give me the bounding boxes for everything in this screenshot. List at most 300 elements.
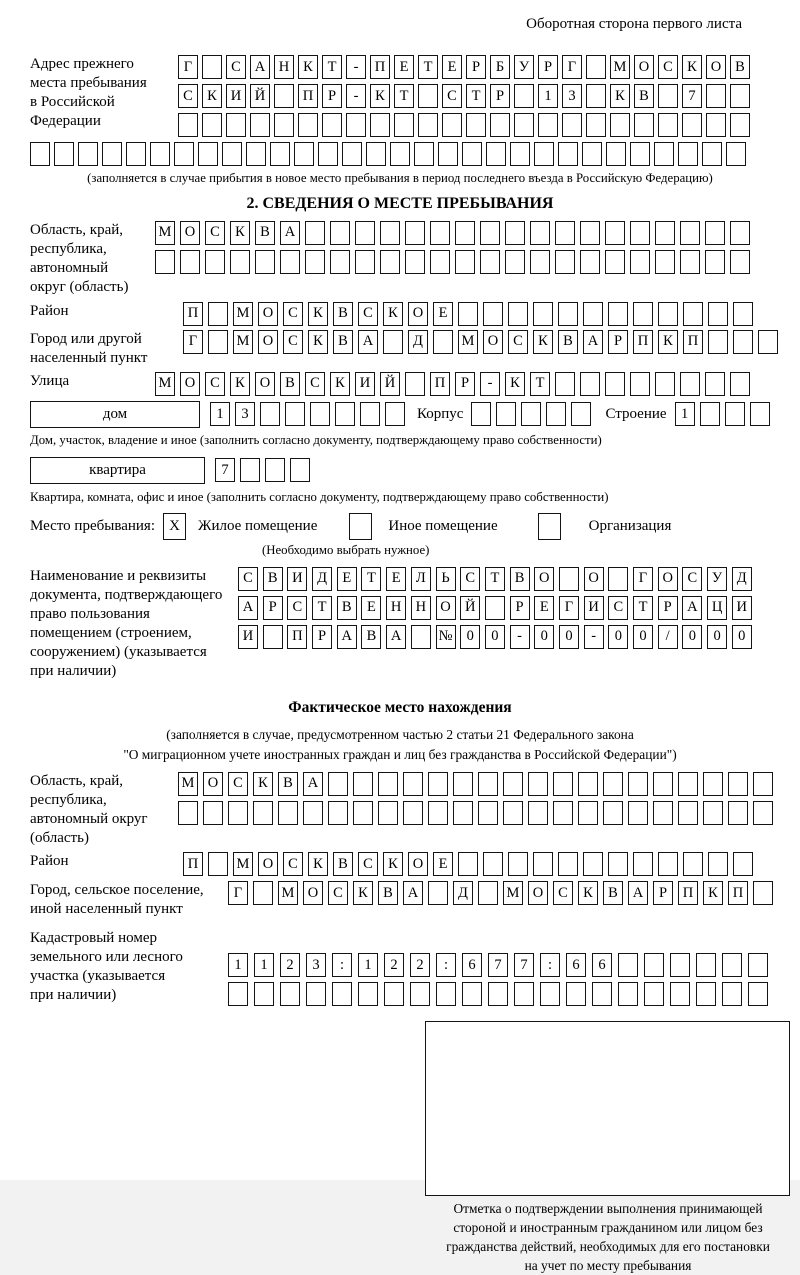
char-box[interactable]: [385, 402, 405, 426]
char-box[interactable]: П: [287, 625, 307, 649]
char-box[interactable]: О: [255, 372, 275, 396]
char-box[interactable]: [478, 772, 498, 796]
char-box[interactable]: [633, 852, 653, 876]
char-box[interactable]: С: [442, 84, 462, 108]
char-box[interactable]: [503, 772, 523, 796]
char-box[interactable]: Е: [337, 567, 357, 591]
char-box[interactable]: [453, 772, 473, 796]
char-box[interactable]: [558, 852, 578, 876]
char-box[interactable]: [332, 982, 352, 1006]
char-box[interactable]: [430, 250, 450, 274]
char-box[interactable]: [750, 402, 770, 426]
char-box[interactable]: [654, 142, 674, 166]
char-box[interactable]: О: [408, 852, 428, 876]
char-box[interactable]: [571, 402, 591, 426]
char-box[interactable]: [384, 982, 404, 1006]
char-box[interactable]: [490, 113, 510, 137]
char-box[interactable]: [294, 142, 314, 166]
char-box[interactable]: С: [460, 567, 480, 591]
char-box[interactable]: /: [658, 625, 678, 649]
char-box[interactable]: 0: [682, 625, 702, 649]
char-box[interactable]: [330, 221, 350, 245]
char-box[interactable]: Б: [490, 55, 510, 79]
char-box[interactable]: 1: [358, 953, 378, 977]
char-box[interactable]: [263, 625, 283, 649]
char-box[interactable]: Г: [178, 55, 198, 79]
char-box[interactable]: [558, 302, 578, 326]
char-box[interactable]: Н: [386, 596, 406, 620]
char-box[interactable]: О: [528, 881, 548, 905]
char-box[interactable]: Й: [250, 84, 270, 108]
char-box[interactable]: 3: [235, 402, 255, 426]
char-box[interactable]: Т: [530, 372, 550, 396]
char-box[interactable]: [253, 801, 273, 825]
char-box[interactable]: Е: [442, 55, 462, 79]
char-box[interactable]: [303, 801, 323, 825]
char-box[interactable]: О: [483, 330, 503, 354]
char-box[interactable]: [730, 221, 750, 245]
char-box[interactable]: [608, 302, 628, 326]
char-box[interactable]: [378, 801, 398, 825]
char-box[interactable]: [428, 801, 448, 825]
char-box[interactable]: [222, 142, 242, 166]
char-box[interactable]: 7: [514, 953, 534, 977]
char-box[interactable]: [466, 113, 486, 137]
char-box[interactable]: [240, 458, 260, 482]
char-box[interactable]: К: [505, 372, 525, 396]
char-box[interactable]: [403, 772, 423, 796]
char-box[interactable]: :: [332, 953, 352, 977]
char-box[interactable]: С: [228, 772, 248, 796]
char-box[interactable]: :: [436, 953, 456, 977]
char-box[interactable]: К: [353, 881, 373, 905]
char-box[interactable]: [328, 801, 348, 825]
char-box[interactable]: [310, 402, 330, 426]
char-box[interactable]: [603, 772, 623, 796]
char-box[interactable]: У: [514, 55, 534, 79]
char-box[interactable]: И: [732, 596, 752, 620]
char-box[interactable]: 0: [534, 625, 554, 649]
char-box[interactable]: [380, 221, 400, 245]
char-box[interactable]: [618, 953, 638, 977]
char-box[interactable]: 3: [306, 953, 326, 977]
char-box[interactable]: К: [682, 55, 702, 79]
char-box[interactable]: [430, 221, 450, 245]
char-box[interactable]: -: [480, 372, 500, 396]
char-box[interactable]: К: [383, 302, 403, 326]
char-box[interactable]: [583, 302, 603, 326]
char-box[interactable]: И: [584, 596, 604, 620]
char-box[interactable]: [555, 250, 575, 274]
char-box[interactable]: О: [203, 772, 223, 796]
char-box[interactable]: Г: [562, 55, 582, 79]
char-box[interactable]: К: [610, 84, 630, 108]
char-box[interactable]: С: [205, 221, 225, 245]
char-box[interactable]: [553, 772, 573, 796]
char-box[interactable]: Н: [274, 55, 294, 79]
char-box[interactable]: [630, 221, 650, 245]
char-box[interactable]: [728, 801, 748, 825]
char-box[interactable]: П: [728, 881, 748, 905]
char-box[interactable]: [578, 801, 598, 825]
char-box[interactable]: 6: [462, 953, 482, 977]
char-box[interactable]: Р: [490, 84, 510, 108]
char-box[interactable]: [346, 113, 366, 137]
char-box[interactable]: А: [358, 330, 378, 354]
char-box[interactable]: Р: [466, 55, 486, 79]
char-box[interactable]: П: [298, 84, 318, 108]
char-box[interactable]: Р: [653, 881, 673, 905]
char-box[interactable]: [725, 402, 745, 426]
char-box[interactable]: [553, 801, 573, 825]
char-box[interactable]: А: [250, 55, 270, 79]
char-box[interactable]: С: [328, 881, 348, 905]
char-box[interactable]: А: [386, 625, 406, 649]
char-box[interactable]: К: [253, 772, 273, 796]
char-box[interactable]: [728, 772, 748, 796]
char-box[interactable]: [155, 250, 175, 274]
char-box[interactable]: [390, 142, 410, 166]
char-box[interactable]: В: [278, 772, 298, 796]
char-box[interactable]: А: [303, 772, 323, 796]
char-box[interactable]: [678, 801, 698, 825]
char-box[interactable]: К: [298, 55, 318, 79]
char-box[interactable]: Т: [394, 84, 414, 108]
char-box[interactable]: [274, 84, 294, 108]
char-box[interactable]: [478, 801, 498, 825]
char-box[interactable]: [680, 250, 700, 274]
char-box[interactable]: №: [436, 625, 456, 649]
char-box[interactable]: [514, 982, 534, 1006]
char-box[interactable]: С: [283, 302, 303, 326]
char-box[interactable]: К: [578, 881, 598, 905]
char-box[interactable]: 2: [410, 953, 430, 977]
char-box[interactable]: К: [658, 330, 678, 354]
char-box[interactable]: [510, 142, 530, 166]
char-box[interactable]: М: [458, 330, 478, 354]
char-box[interactable]: [658, 113, 678, 137]
char-box[interactable]: [78, 142, 98, 166]
char-box[interactable]: Р: [538, 55, 558, 79]
char-box[interactable]: Г: [228, 881, 248, 905]
char-box[interactable]: [555, 372, 575, 396]
char-box[interactable]: К: [383, 852, 403, 876]
char-box[interactable]: [202, 113, 222, 137]
char-box[interactable]: Р: [312, 625, 332, 649]
char-box[interactable]: [458, 302, 478, 326]
char-box[interactable]: [102, 142, 122, 166]
char-box[interactable]: [514, 84, 534, 108]
char-box[interactable]: [126, 142, 146, 166]
char-box[interactable]: Е: [433, 302, 453, 326]
char-box[interactable]: [54, 142, 74, 166]
char-box[interactable]: [708, 852, 728, 876]
char-box[interactable]: 2: [280, 953, 300, 977]
char-box[interactable]: П: [183, 852, 203, 876]
char-box[interactable]: Г: [183, 330, 203, 354]
char-box[interactable]: [366, 142, 386, 166]
char-box[interactable]: [508, 852, 528, 876]
char-box[interactable]: П: [430, 372, 450, 396]
char-box[interactable]: В: [510, 567, 530, 591]
char-box[interactable]: О: [258, 330, 278, 354]
char-box[interactable]: [540, 982, 560, 1006]
char-box[interactable]: [30, 142, 50, 166]
char-box[interactable]: [644, 982, 664, 1006]
char-box[interactable]: [360, 402, 380, 426]
char-box[interactable]: [680, 221, 700, 245]
char-box[interactable]: [682, 113, 702, 137]
char-box[interactable]: [394, 113, 414, 137]
char-box[interactable]: -: [346, 84, 366, 108]
char-box[interactable]: К: [202, 84, 222, 108]
char-box[interactable]: -: [346, 55, 366, 79]
char-box[interactable]: О: [180, 221, 200, 245]
char-box[interactable]: А: [403, 881, 423, 905]
char-box[interactable]: [730, 113, 750, 137]
char-box[interactable]: М: [503, 881, 523, 905]
char-box[interactable]: [559, 567, 579, 591]
char-box[interactable]: М: [233, 852, 253, 876]
char-box[interactable]: [603, 801, 623, 825]
char-box[interactable]: [730, 84, 750, 108]
char-box[interactable]: [174, 142, 194, 166]
char-box[interactable]: [471, 402, 491, 426]
char-box[interactable]: [521, 402, 541, 426]
char-box[interactable]: [586, 55, 606, 79]
char-box[interactable]: [605, 250, 625, 274]
char-box[interactable]: Й: [460, 596, 480, 620]
char-box[interactable]: А: [628, 881, 648, 905]
char-box[interactable]: [453, 801, 473, 825]
char-box[interactable]: В: [730, 55, 750, 79]
char-box[interactable]: [178, 113, 198, 137]
char-box[interactable]: [655, 372, 675, 396]
char-box[interactable]: Ц: [707, 596, 727, 620]
char-box[interactable]: О: [584, 567, 604, 591]
char-box[interactable]: В: [603, 881, 623, 905]
char-box[interactable]: Е: [394, 55, 414, 79]
char-box[interactable]: [228, 982, 248, 1006]
char-box[interactable]: 0: [633, 625, 653, 649]
char-box[interactable]: О: [534, 567, 554, 591]
char-box[interactable]: [355, 221, 375, 245]
char-box[interactable]: П: [183, 302, 203, 326]
char-box[interactable]: [178, 801, 198, 825]
char-box[interactable]: [678, 772, 698, 796]
char-box[interactable]: [538, 113, 558, 137]
char-box[interactable]: [753, 801, 773, 825]
char-box[interactable]: [433, 330, 453, 354]
char-box[interactable]: К: [308, 302, 328, 326]
char-box[interactable]: [680, 372, 700, 396]
char-box[interactable]: [255, 250, 275, 274]
char-box[interactable]: В: [263, 567, 283, 591]
char-box[interactable]: В: [333, 302, 353, 326]
char-box[interactable]: В: [337, 596, 357, 620]
char-box[interactable]: Р: [455, 372, 475, 396]
char-box[interactable]: [228, 801, 248, 825]
char-box[interactable]: [633, 302, 653, 326]
char-box[interactable]: С: [682, 567, 702, 591]
char-box[interactable]: Н: [411, 596, 431, 620]
char-box[interactable]: [505, 250, 525, 274]
char-box[interactable]: [483, 852, 503, 876]
char-box[interactable]: -: [510, 625, 530, 649]
char-box[interactable]: [748, 982, 768, 1006]
char-box[interactable]: [405, 221, 425, 245]
char-box[interactable]: [733, 330, 753, 354]
char-box[interactable]: [306, 982, 326, 1006]
char-box[interactable]: [150, 142, 170, 166]
char-box[interactable]: К: [703, 881, 723, 905]
char-box[interactable]: [670, 953, 690, 977]
char-box[interactable]: [503, 801, 523, 825]
char-box[interactable]: [558, 142, 578, 166]
char-box[interactable]: Д: [408, 330, 428, 354]
char-box[interactable]: [583, 852, 603, 876]
char-box[interactable]: С: [358, 852, 378, 876]
char-box[interactable]: [562, 113, 582, 137]
char-box[interactable]: [653, 772, 673, 796]
char-box[interactable]: [706, 84, 726, 108]
char-box[interactable]: М: [233, 302, 253, 326]
char-box[interactable]: [514, 113, 534, 137]
char-box[interactable]: [696, 953, 716, 977]
char-box[interactable]: Т: [466, 84, 486, 108]
char-box[interactable]: К: [230, 221, 250, 245]
char-box[interactable]: П: [678, 881, 698, 905]
char-box[interactable]: Т: [312, 596, 332, 620]
char-box[interactable]: А: [682, 596, 702, 620]
char-box[interactable]: [608, 852, 628, 876]
char-box[interactable]: 3: [562, 84, 582, 108]
char-box[interactable]: О: [436, 596, 456, 620]
char-box[interactable]: [496, 402, 516, 426]
char-box[interactable]: П: [370, 55, 390, 79]
char-box[interactable]: 1: [228, 953, 248, 977]
char-box[interactable]: К: [533, 330, 553, 354]
char-box[interactable]: [330, 250, 350, 274]
char-box[interactable]: [628, 801, 648, 825]
char-box[interactable]: [528, 801, 548, 825]
inoe-checkbox[interactable]: [349, 513, 372, 540]
char-box[interactable]: [630, 250, 650, 274]
char-box[interactable]: 6: [592, 953, 612, 977]
char-box[interactable]: О: [180, 372, 200, 396]
char-box[interactable]: [455, 221, 475, 245]
char-box[interactable]: Т: [633, 596, 653, 620]
char-box[interactable]: М: [233, 330, 253, 354]
char-box[interactable]: [198, 142, 218, 166]
char-box[interactable]: [274, 113, 294, 137]
char-box[interactable]: [705, 221, 725, 245]
char-box[interactable]: В: [361, 625, 381, 649]
char-box[interactable]: [203, 801, 223, 825]
char-box[interactable]: М: [155, 221, 175, 245]
char-box[interactable]: [703, 772, 723, 796]
char-box[interactable]: Г: [559, 596, 579, 620]
char-box[interactable]: Р: [608, 330, 628, 354]
char-box[interactable]: [758, 330, 778, 354]
char-box[interactable]: 0: [460, 625, 480, 649]
char-box[interactable]: [318, 142, 338, 166]
char-box[interactable]: [265, 458, 285, 482]
char-box[interactable]: [418, 113, 438, 137]
char-box[interactable]: [726, 142, 746, 166]
char-box[interactable]: [708, 302, 728, 326]
char-box[interactable]: [380, 250, 400, 274]
char-box[interactable]: В: [634, 84, 654, 108]
char-box[interactable]: 1: [538, 84, 558, 108]
char-box[interactable]: [202, 55, 222, 79]
char-box[interactable]: [703, 801, 723, 825]
char-box[interactable]: [730, 250, 750, 274]
char-box[interactable]: [335, 402, 355, 426]
char-box[interactable]: [586, 84, 606, 108]
char-box[interactable]: [180, 250, 200, 274]
char-box[interactable]: [250, 113, 270, 137]
char-box[interactable]: В: [558, 330, 578, 354]
char-box[interactable]: Ь: [436, 567, 456, 591]
char-box[interactable]: [208, 302, 228, 326]
char-box[interactable]: [458, 852, 478, 876]
char-box[interactable]: [580, 250, 600, 274]
char-box[interactable]: [546, 402, 566, 426]
char-box[interactable]: [428, 881, 448, 905]
char-box[interactable]: [410, 982, 430, 1006]
char-box[interactable]: [733, 852, 753, 876]
char-box[interactable]: В: [255, 221, 275, 245]
char-box[interactable]: М: [610, 55, 630, 79]
char-box[interactable]: [658, 302, 678, 326]
char-box[interactable]: Г: [633, 567, 653, 591]
char-box[interactable]: [442, 113, 462, 137]
char-box[interactable]: [533, 302, 553, 326]
char-box[interactable]: [270, 142, 290, 166]
char-box[interactable]: [580, 372, 600, 396]
char-box[interactable]: [580, 221, 600, 245]
char-box[interactable]: [586, 113, 606, 137]
char-box[interactable]: Р: [322, 84, 342, 108]
char-box[interactable]: [534, 142, 554, 166]
char-box[interactable]: [305, 250, 325, 274]
char-box[interactable]: [462, 982, 482, 1006]
char-box[interactable]: С: [553, 881, 573, 905]
char-box[interactable]: [566, 982, 586, 1006]
char-box[interactable]: А: [337, 625, 357, 649]
char-box[interactable]: [592, 982, 612, 1006]
zhiloe-checkbox[interactable]: X: [163, 513, 186, 540]
char-box[interactable]: [705, 250, 725, 274]
char-box[interactable]: 0: [485, 625, 505, 649]
char-box[interactable]: [411, 625, 431, 649]
char-box[interactable]: [630, 372, 650, 396]
char-box[interactable]: [702, 142, 722, 166]
char-box[interactable]: [658, 852, 678, 876]
char-box[interactable]: :: [540, 953, 560, 977]
char-box[interactable]: [370, 113, 390, 137]
char-box[interactable]: [530, 221, 550, 245]
char-box[interactable]: [706, 113, 726, 137]
char-box[interactable]: [618, 982, 638, 1006]
char-box[interactable]: 0: [732, 625, 752, 649]
char-box[interactable]: С: [287, 596, 307, 620]
char-box[interactable]: С: [283, 852, 303, 876]
char-box[interactable]: [605, 221, 625, 245]
char-box[interactable]: С: [226, 55, 246, 79]
char-box[interactable]: 7: [215, 458, 235, 482]
